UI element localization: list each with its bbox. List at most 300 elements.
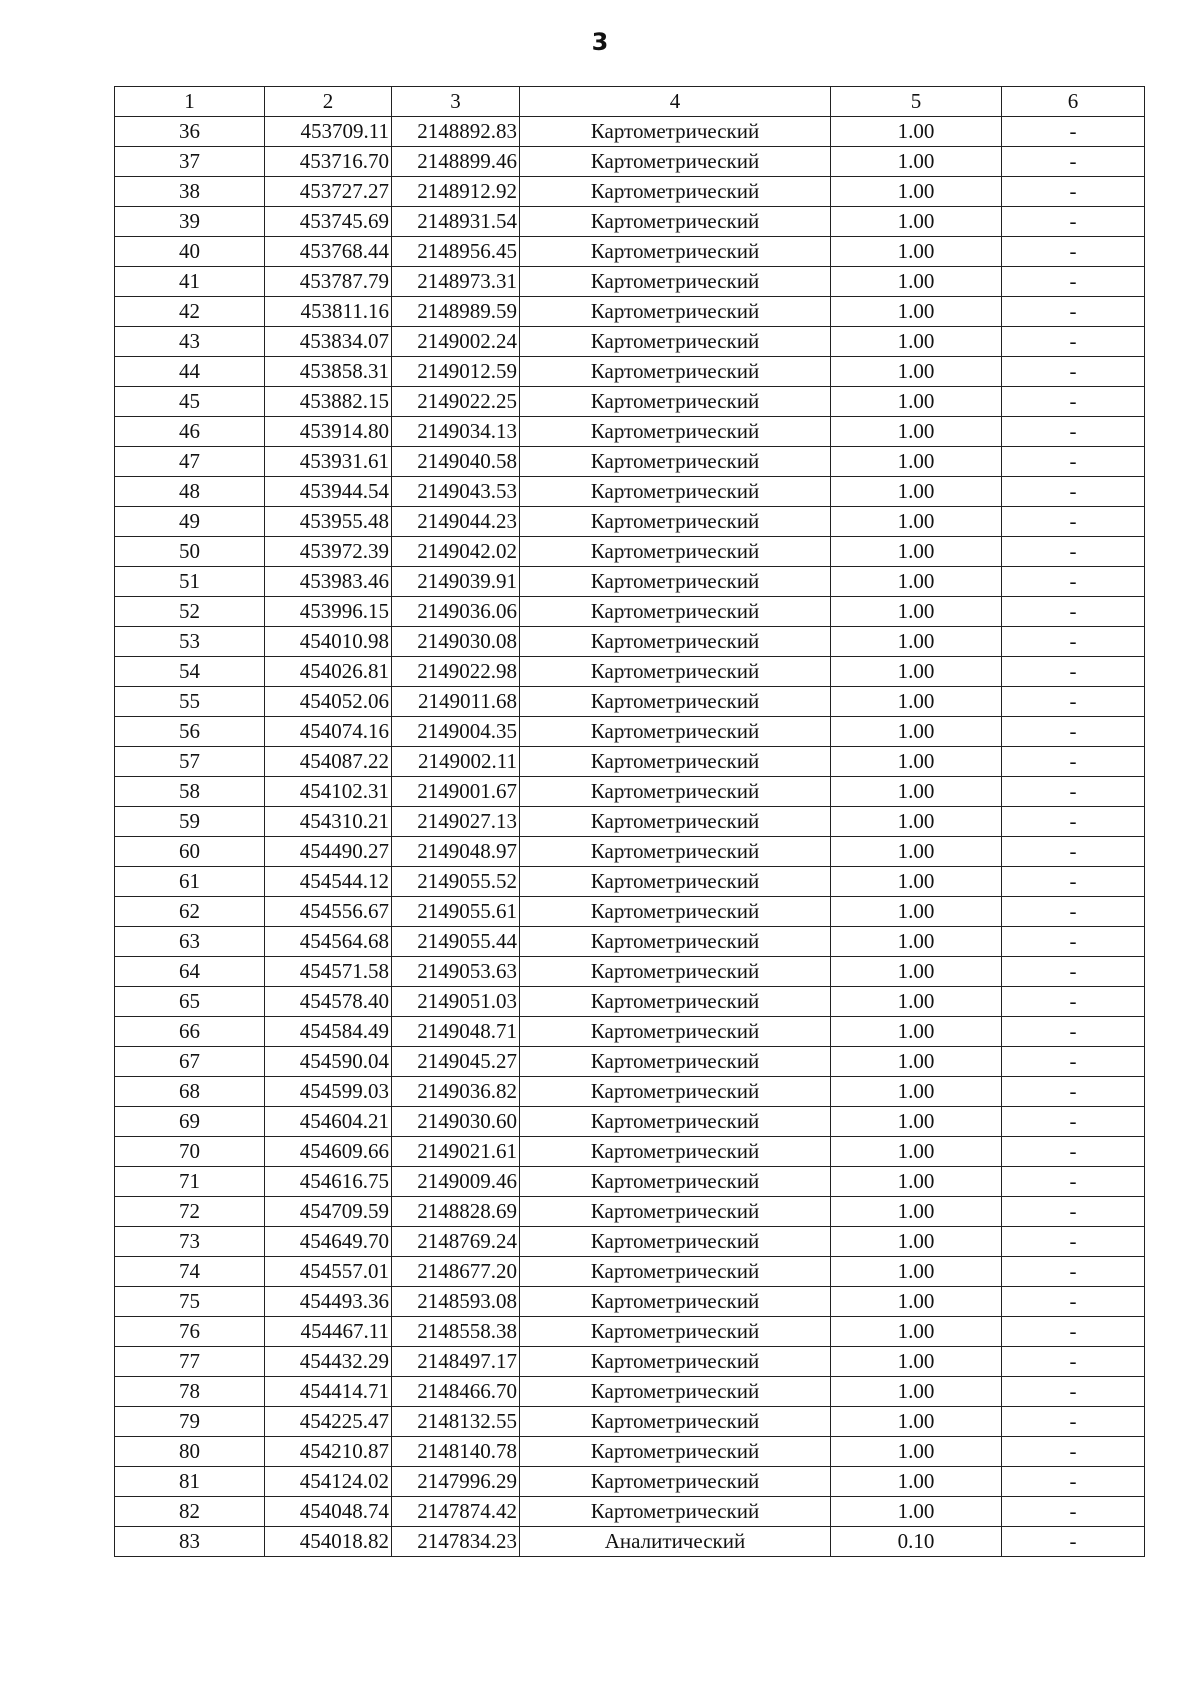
point-number-cell: 43: [115, 327, 265, 357]
point-number-cell: 63: [115, 927, 265, 957]
point-number-cell: 75: [115, 1287, 265, 1317]
point-number-cell: 69: [115, 1107, 265, 1137]
method-cell: Картометрический: [520, 627, 831, 657]
x-coordinate-cell: 454649.70: [265, 1227, 392, 1257]
table-row: [115, 927, 1145, 957]
point-number-cell: 47: [115, 447, 265, 477]
accuracy-cell: 1.00: [831, 957, 1002, 987]
point-number-cell: 56: [115, 717, 265, 747]
x-coordinate-cell: 454124.02: [265, 1467, 392, 1497]
note-cell: -: [1002, 1347, 1145, 1377]
accuracy-cell: 1.00: [831, 177, 1002, 207]
header-row: [115, 87, 1145, 117]
x-coordinate-cell: 453716.70: [265, 147, 392, 177]
x-coordinate-cell: 454087.22: [265, 747, 392, 777]
x-coordinate-cell: 454018.82: [265, 1527, 392, 1557]
y-coordinate-cell: 2149034.13: [392, 417, 520, 447]
note-cell: -: [1002, 237, 1145, 267]
method-cell: Картометрический: [520, 567, 831, 597]
accuracy-cell: 1.00: [831, 147, 1002, 177]
method-cell: Картометрический: [520, 897, 831, 927]
y-coordinate-cell: 2149055.52: [392, 867, 520, 897]
point-number-cell: 80: [115, 1437, 265, 1467]
x-coordinate-cell: 454544.12: [265, 867, 392, 897]
x-coordinate-cell: 453955.48: [265, 507, 392, 537]
method-cell: Картометрический: [520, 207, 831, 237]
note-cell: -: [1002, 357, 1145, 387]
table-row: [115, 447, 1145, 477]
point-number-cell: 77: [115, 1347, 265, 1377]
y-coordinate-cell: 2149045.27: [392, 1047, 520, 1077]
x-coordinate-cell: 454026.81: [265, 657, 392, 687]
table-row: [115, 837, 1145, 867]
accuracy-cell: 1.00: [831, 1497, 1002, 1527]
accuracy-cell: 1.00: [831, 537, 1002, 567]
accuracy-cell: 1.00: [831, 597, 1002, 627]
method-cell: Картометрический: [520, 147, 831, 177]
note-cell: -: [1002, 537, 1145, 567]
x-coordinate-cell: 454048.74: [265, 1497, 392, 1527]
method-cell: Картометрический: [520, 417, 831, 447]
method-cell: Аналитический: [520, 1527, 831, 1557]
method-cell: Картометрический: [520, 1437, 831, 1467]
accuracy-cell: 1.00: [831, 717, 1002, 747]
y-coordinate-cell: 2149002.11: [392, 747, 520, 777]
accuracy-cell: 1.00: [831, 927, 1002, 957]
x-coordinate-cell: 454578.40: [265, 987, 392, 1017]
x-coordinate-cell: 454102.31: [265, 777, 392, 807]
note-cell: -: [1002, 1137, 1145, 1167]
y-coordinate-cell: 2149012.59: [392, 357, 520, 387]
note-cell: -: [1002, 267, 1145, 297]
note-cell: -: [1002, 447, 1145, 477]
x-coordinate-cell: 454604.21: [265, 1107, 392, 1137]
x-coordinate-cell: 454414.71: [265, 1377, 392, 1407]
note-cell: -: [1002, 387, 1145, 417]
note-cell: -: [1002, 897, 1145, 927]
point-number-cell: 82: [115, 1497, 265, 1527]
point-number-cell: 67: [115, 1047, 265, 1077]
point-number-cell: 52: [115, 597, 265, 627]
x-coordinate-cell: 454210.87: [265, 1437, 392, 1467]
x-coordinate-cell: 453768.44: [265, 237, 392, 267]
table-row: [115, 627, 1145, 657]
x-coordinate-cell: 454493.36: [265, 1287, 392, 1317]
point-number-cell: 39: [115, 207, 265, 237]
method-cell: Картометрический: [520, 1497, 831, 1527]
accuracy-cell: 1.00: [831, 1167, 1002, 1197]
point-number-cell: 83: [115, 1527, 265, 1557]
accuracy-cell: 1.00: [831, 1107, 1002, 1137]
point-number-cell: 81: [115, 1467, 265, 1497]
point-number-cell: 36: [115, 117, 265, 147]
y-coordinate-cell: 2149051.03: [392, 987, 520, 1017]
x-coordinate-cell: 454584.49: [265, 1017, 392, 1047]
method-cell: Картометрический: [520, 447, 831, 477]
x-coordinate-cell: 453914.80: [265, 417, 392, 447]
table-row: [115, 327, 1145, 357]
note-cell: -: [1002, 417, 1145, 447]
table-row: [115, 147, 1145, 177]
method-cell: Картометрический: [520, 657, 831, 687]
table-row: [115, 807, 1145, 837]
table-row: [115, 1077, 1145, 1107]
x-coordinate-cell: 453745.69: [265, 207, 392, 237]
method-cell: Картометрический: [520, 297, 831, 327]
note-cell: -: [1002, 627, 1145, 657]
accuracy-cell: 1.00: [831, 297, 1002, 327]
accuracy-cell: 1.00: [831, 327, 1002, 357]
y-coordinate-cell: 2147996.29: [392, 1467, 520, 1497]
table-row: [115, 1527, 1145, 1557]
accuracy-cell: 1.00: [831, 207, 1002, 237]
accuracy-cell: 1.00: [831, 1227, 1002, 1257]
y-coordinate-cell: 2147874.42: [392, 1497, 520, 1527]
note-cell: -: [1002, 117, 1145, 147]
note-cell: -: [1002, 1167, 1145, 1197]
table-row: [115, 1437, 1145, 1467]
table-row: [115, 297, 1145, 327]
table-header: [115, 87, 1145, 117]
note-cell: -: [1002, 1107, 1145, 1137]
point-number-cell: 68: [115, 1077, 265, 1107]
accuracy-cell: 1.00: [831, 477, 1002, 507]
method-cell: Картометрический: [520, 507, 831, 537]
accuracy-cell: 1.00: [831, 807, 1002, 837]
method-cell: Картометрический: [520, 477, 831, 507]
table-body: [115, 117, 1145, 1557]
table-row: [115, 597, 1145, 627]
note-cell: -: [1002, 1077, 1145, 1107]
table-row: [115, 567, 1145, 597]
y-coordinate-cell: 2149036.82: [392, 1077, 520, 1107]
method-cell: Картометрический: [520, 1047, 831, 1077]
x-coordinate-cell: 454052.06: [265, 687, 392, 717]
accuracy-cell: 1.00: [831, 1317, 1002, 1347]
accuracy-cell: 1.00: [831, 1077, 1002, 1107]
method-cell: Картометрический: [520, 777, 831, 807]
table-row: [115, 357, 1145, 387]
x-coordinate-cell: 454490.27: [265, 837, 392, 867]
point-number-cell: 59: [115, 807, 265, 837]
accuracy-cell: 1.00: [831, 1137, 1002, 1167]
method-cell: Картометрический: [520, 1287, 831, 1317]
note-cell: -: [1002, 1407, 1145, 1437]
accuracy-cell: 1.00: [831, 507, 1002, 537]
table-row: [115, 267, 1145, 297]
y-coordinate-cell: 2149004.35: [392, 717, 520, 747]
point-number-cell: 70: [115, 1137, 265, 1167]
y-coordinate-cell: 2149044.23: [392, 507, 520, 537]
point-number-cell: 64: [115, 957, 265, 987]
y-coordinate-cell: 2148677.20: [392, 1257, 520, 1287]
table-row: [115, 717, 1145, 747]
table-row: [115, 987, 1145, 1017]
table-row: [115, 777, 1145, 807]
y-coordinate-cell: 2148899.46: [392, 147, 520, 177]
y-coordinate-cell: 2148828.69: [392, 1197, 520, 1227]
method-cell: Картометрический: [520, 1377, 831, 1407]
accuracy-cell: 1.00: [831, 1407, 1002, 1437]
x-coordinate-cell: 454599.03: [265, 1077, 392, 1107]
note-cell: -: [1002, 777, 1145, 807]
method-cell: Картометрический: [520, 1137, 831, 1167]
point-number-cell: 66: [115, 1017, 265, 1047]
y-coordinate-cell: 2149001.67: [392, 777, 520, 807]
note-cell: -: [1002, 1437, 1145, 1467]
table-row: [115, 237, 1145, 267]
table-row: [115, 1317, 1145, 1347]
y-coordinate-cell: 2149036.06: [392, 597, 520, 627]
coordinates-table: [114, 86, 1145, 1557]
header-cell-5: 5: [831, 87, 1002, 117]
y-coordinate-cell: 2149042.02: [392, 537, 520, 567]
note-cell: -: [1002, 507, 1145, 537]
note-cell: -: [1002, 327, 1145, 357]
y-coordinate-cell: 2149011.68: [392, 687, 520, 717]
y-coordinate-cell: 2149027.13: [392, 807, 520, 837]
x-coordinate-cell: 454616.75: [265, 1167, 392, 1197]
y-coordinate-cell: 2148140.78: [392, 1437, 520, 1467]
point-number-cell: 46: [115, 417, 265, 447]
accuracy-cell: 1.00: [831, 237, 1002, 267]
table-row: [115, 867, 1145, 897]
method-cell: Картометрический: [520, 867, 831, 897]
accuracy-cell: 1.00: [831, 1017, 1002, 1047]
x-coordinate-cell: 454609.66: [265, 1137, 392, 1167]
point-number-cell: 41: [115, 267, 265, 297]
accuracy-cell: 1.00: [831, 1377, 1002, 1407]
x-coordinate-cell: 454225.47: [265, 1407, 392, 1437]
method-cell: Картометрический: [520, 957, 831, 987]
y-coordinate-cell: 2149055.44: [392, 927, 520, 957]
point-number-cell: 74: [115, 1257, 265, 1287]
note-cell: -: [1002, 177, 1145, 207]
table-row: [115, 177, 1145, 207]
accuracy-cell: 1.00: [831, 357, 1002, 387]
accuracy-cell: 1.00: [831, 1467, 1002, 1497]
method-cell: Картометрический: [520, 1257, 831, 1287]
note-cell: -: [1002, 807, 1145, 837]
method-cell: Картометрический: [520, 1197, 831, 1227]
table-row: [115, 1467, 1145, 1497]
y-coordinate-cell: 2148769.24: [392, 1227, 520, 1257]
y-coordinate-cell: 2149030.08: [392, 627, 520, 657]
y-coordinate-cell: 2147834.23: [392, 1527, 520, 1557]
point-number-cell: 54: [115, 657, 265, 687]
point-number-cell: 38: [115, 177, 265, 207]
table-row: [115, 1227, 1145, 1257]
page-number: 3: [591, 28, 609, 56]
table-row: [115, 1107, 1145, 1137]
point-number-cell: 60: [115, 837, 265, 867]
y-coordinate-cell: 2148912.92: [392, 177, 520, 207]
y-coordinate-cell: 2149021.61: [392, 1137, 520, 1167]
accuracy-cell: 1.00: [831, 837, 1002, 867]
note-cell: -: [1002, 657, 1145, 687]
note-cell: -: [1002, 207, 1145, 237]
x-coordinate-cell: 453834.07: [265, 327, 392, 357]
header-cell-2: 2: [265, 87, 392, 117]
y-coordinate-cell: 2149022.25: [392, 387, 520, 417]
y-coordinate-cell: 2149053.63: [392, 957, 520, 987]
y-coordinate-cell: 2148593.08: [392, 1287, 520, 1317]
table-row: [115, 537, 1145, 567]
x-coordinate-cell: 454571.58: [265, 957, 392, 987]
table-row: [115, 657, 1145, 687]
y-coordinate-cell: 2148466.70: [392, 1377, 520, 1407]
x-coordinate-cell: 454590.04: [265, 1047, 392, 1077]
accuracy-cell: 1.00: [831, 267, 1002, 297]
note-cell: -: [1002, 1527, 1145, 1557]
method-cell: Картометрический: [520, 327, 831, 357]
table-row: [115, 1287, 1145, 1317]
accuracy-cell: 1.00: [831, 1197, 1002, 1227]
y-coordinate-cell: 2149048.97: [392, 837, 520, 867]
x-coordinate-cell: 454556.67: [265, 897, 392, 927]
point-number-cell: 62: [115, 897, 265, 927]
accuracy-cell: 1.00: [831, 117, 1002, 147]
method-cell: Картометрический: [520, 927, 831, 957]
x-coordinate-cell: 453983.46: [265, 567, 392, 597]
accuracy-cell: 1.00: [831, 627, 1002, 657]
table-row: [115, 117, 1145, 147]
y-coordinate-cell: 2148973.31: [392, 267, 520, 297]
note-cell: -: [1002, 147, 1145, 177]
note-cell: -: [1002, 687, 1145, 717]
table-row: [115, 1167, 1145, 1197]
note-cell: -: [1002, 717, 1145, 747]
y-coordinate-cell: 2149009.46: [392, 1167, 520, 1197]
point-number-cell: 53: [115, 627, 265, 657]
accuracy-cell: 1.00: [831, 1347, 1002, 1377]
accuracy-cell: 0.10: [831, 1527, 1002, 1557]
accuracy-cell: 1.00: [831, 1257, 1002, 1287]
x-coordinate-cell: 454557.01: [265, 1257, 392, 1287]
y-coordinate-cell: 2149055.61: [392, 897, 520, 927]
method-cell: Картометрический: [520, 1167, 831, 1197]
method-cell: Картометрический: [520, 1467, 831, 1497]
y-coordinate-cell: 2148132.55: [392, 1407, 520, 1437]
method-cell: Картометрический: [520, 357, 831, 387]
point-number-cell: 48: [115, 477, 265, 507]
x-coordinate-cell: 453811.16: [265, 297, 392, 327]
note-cell: -: [1002, 957, 1145, 987]
x-coordinate-cell: 453972.39: [265, 537, 392, 567]
table-row: [115, 747, 1145, 777]
table-row: [115, 1407, 1145, 1437]
y-coordinate-cell: 2149030.60: [392, 1107, 520, 1137]
accuracy-cell: 1.00: [831, 1047, 1002, 1077]
point-number-cell: 61: [115, 867, 265, 897]
point-number-cell: 40: [115, 237, 265, 267]
y-coordinate-cell: 2149040.58: [392, 447, 520, 477]
table-row: [115, 957, 1145, 987]
x-coordinate-cell: 453787.79: [265, 267, 392, 297]
method-cell: Картометрический: [520, 1077, 831, 1107]
y-coordinate-cell: 2149043.53: [392, 477, 520, 507]
table-row: [115, 1347, 1145, 1377]
point-number-cell: 51: [115, 567, 265, 597]
method-cell: Картометрический: [520, 597, 831, 627]
accuracy-cell: 1.00: [831, 687, 1002, 717]
method-cell: Картометрический: [520, 1407, 831, 1437]
point-number-cell: 57: [115, 747, 265, 777]
table-row: [115, 1047, 1145, 1077]
note-cell: -: [1002, 1197, 1145, 1227]
table-row: [115, 1377, 1145, 1407]
table-row: [115, 1137, 1145, 1167]
x-coordinate-cell: 454432.29: [265, 1347, 392, 1377]
note-cell: -: [1002, 1467, 1145, 1497]
method-cell: Картометрический: [520, 837, 831, 867]
accuracy-cell: 1.00: [831, 657, 1002, 687]
point-number-cell: 78: [115, 1377, 265, 1407]
x-coordinate-cell: 454709.59: [265, 1197, 392, 1227]
method-cell: Картометрический: [520, 1227, 831, 1257]
accuracy-cell: 1.00: [831, 987, 1002, 1017]
point-number-cell: 45: [115, 387, 265, 417]
x-coordinate-cell: 453944.54: [265, 477, 392, 507]
note-cell: -: [1002, 567, 1145, 597]
point-number-cell: 42: [115, 297, 265, 327]
note-cell: -: [1002, 1017, 1145, 1047]
x-coordinate-cell: 453931.61: [265, 447, 392, 477]
x-coordinate-cell: 453882.15: [265, 387, 392, 417]
table-row: [115, 207, 1145, 237]
note-cell: -: [1002, 1047, 1145, 1077]
y-coordinate-cell: 2148497.17: [392, 1347, 520, 1377]
x-coordinate-cell: 453996.15: [265, 597, 392, 627]
method-cell: Картометрический: [520, 1107, 831, 1137]
point-number-cell: 55: [115, 687, 265, 717]
method-cell: Картометрический: [520, 807, 831, 837]
table-row: [115, 1257, 1145, 1287]
accuracy-cell: 1.00: [831, 1437, 1002, 1467]
note-cell: -: [1002, 987, 1145, 1017]
point-number-cell: 73: [115, 1227, 265, 1257]
accuracy-cell: 1.00: [831, 1287, 1002, 1317]
point-number-cell: 65: [115, 987, 265, 1017]
note-cell: -: [1002, 477, 1145, 507]
note-cell: -: [1002, 837, 1145, 867]
method-cell: Картометрический: [520, 1317, 831, 1347]
table-row: [115, 507, 1145, 537]
method-cell: Картометрический: [520, 717, 831, 747]
method-cell: Картометрический: [520, 117, 831, 147]
point-number-cell: 50: [115, 537, 265, 567]
method-cell: Картометрический: [520, 237, 831, 267]
accuracy-cell: 1.00: [831, 747, 1002, 777]
method-cell: Картометрический: [520, 267, 831, 297]
point-number-cell: 72: [115, 1197, 265, 1227]
y-coordinate-cell: 2148558.38: [392, 1317, 520, 1347]
accuracy-cell: 1.00: [831, 417, 1002, 447]
method-cell: Картометрический: [520, 537, 831, 567]
table-row: [115, 687, 1145, 717]
note-cell: -: [1002, 747, 1145, 777]
note-cell: -: [1002, 1377, 1145, 1407]
accuracy-cell: 1.00: [831, 777, 1002, 807]
x-coordinate-cell: 454310.21: [265, 807, 392, 837]
table-row: [115, 897, 1145, 927]
header-cell-4: 4: [520, 87, 831, 117]
table-row: [115, 417, 1145, 447]
accuracy-cell: 1.00: [831, 867, 1002, 897]
table-row: [115, 1497, 1145, 1527]
table-row: [115, 387, 1145, 417]
method-cell: Картометрический: [520, 1017, 831, 1047]
